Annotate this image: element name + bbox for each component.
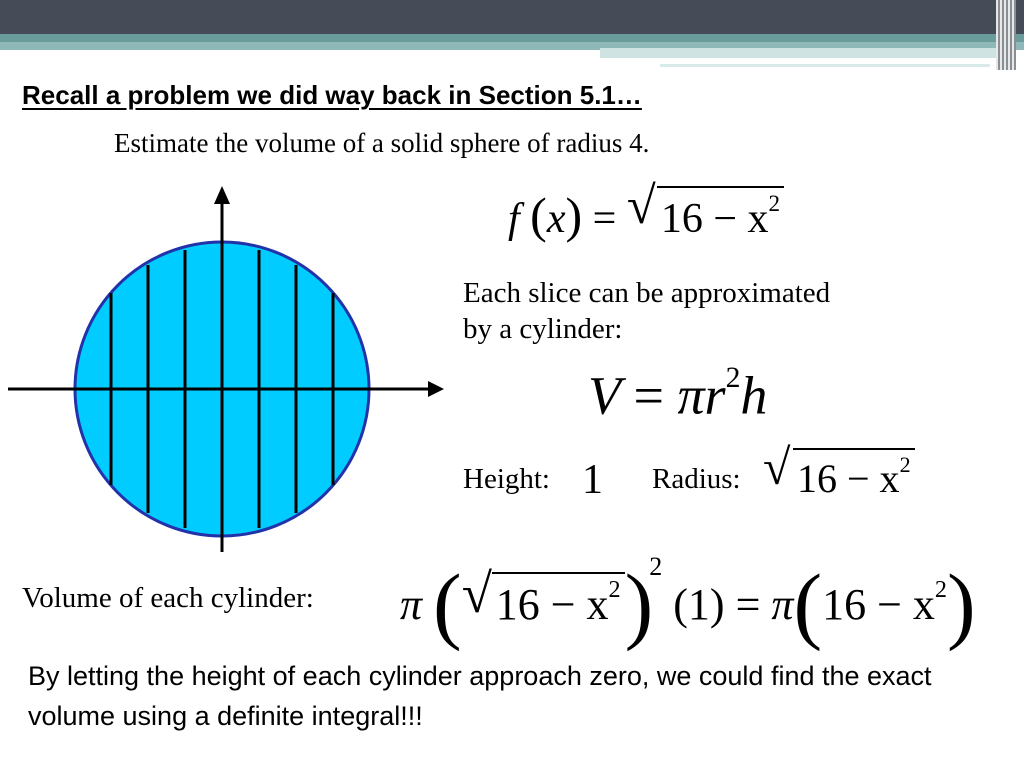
height-value: 1 — [582, 457, 603, 503]
radical-sign-icon: √ — [461, 563, 492, 625]
slice-text-line: by a cylinder: — [463, 313, 623, 345]
radical-sign-icon: √ — [626, 177, 656, 236]
height-factor: (1) — [673, 580, 725, 629]
big-paren-open: ( — [793, 556, 823, 652]
result-exponent: 2 — [934, 576, 947, 604]
function-name: f — [508, 196, 520, 242]
equals-sign: = — [592, 196, 617, 242]
paren-close: ) — [565, 187, 583, 243]
function-equation — [508, 177, 784, 244]
exponent: 2 — [899, 452, 911, 477]
radicand: 16 − x — [797, 455, 900, 501]
radius-label: Radius: — [652, 463, 741, 495]
radicand: 16 − x — [660, 196, 769, 242]
slice-explanation — [463, 275, 830, 347]
pi-symbol: π — [400, 580, 423, 629]
formula-exponent: 2 — [725, 362, 741, 394]
big-paren-open: ( — [433, 556, 462, 652]
formula-lhs: V — [588, 365, 621, 426]
volume-label: Volume of each cylinder: — [22, 582, 314, 614]
radicand: 16 − x — [495, 580, 609, 629]
result-expression: 16 − x — [822, 580, 935, 629]
cylinder-volume-formula — [588, 362, 767, 427]
slice-text-line: Each slice can be approximated — [463, 277, 831, 309]
header-banner — [0, 0, 1024, 72]
radius-expression — [763, 439, 915, 502]
formula-equals: = — [633, 365, 664, 426]
square-root — [626, 177, 784, 243]
square-root — [763, 439, 915, 502]
banner-teal-band — [0, 34, 1024, 42]
inner-exponent: 2 — [608, 576, 621, 604]
volume-expression — [400, 552, 976, 654]
outer-exponent: 2 — [649, 552, 663, 581]
banner-pale-band — [600, 48, 1000, 58]
height-label: Height: — [463, 463, 550, 495]
big-paren-close: ) — [947, 556, 976, 652]
square-root — [461, 563, 625, 630]
x-axis-arrow — [428, 381, 444, 397]
y-axis-arrow — [214, 186, 230, 204]
equals-sign: = — [735, 580, 761, 629]
function-variable: x — [546, 196, 566, 242]
banner-dark-band — [0, 0, 1024, 34]
pi-symbol: π — [771, 580, 794, 629]
radical-sign-icon: √ — [763, 439, 791, 495]
problem-prompt: Estimate the volume of a solid sphere of radius 4. — [114, 128, 650, 158]
conclusion-text: By letting the height of each cylinder approach zero, we could find the exact volume using a definite integral!!! — [28, 661, 932, 731]
slide-heading: Recall a problem we did way back in Section 5.1… — [22, 80, 642, 110]
big-paren-close: ) — [624, 556, 654, 652]
banner-stripes — [996, 0, 1016, 70]
banner-thin-line — [660, 64, 990, 67]
sphere-diagram — [0, 180, 450, 580]
paren-open: ( — [530, 187, 547, 243]
exponent: 2 — [768, 190, 781, 217]
formula-rhs: πr — [677, 365, 726, 426]
formula-tail: h — [740, 365, 768, 426]
